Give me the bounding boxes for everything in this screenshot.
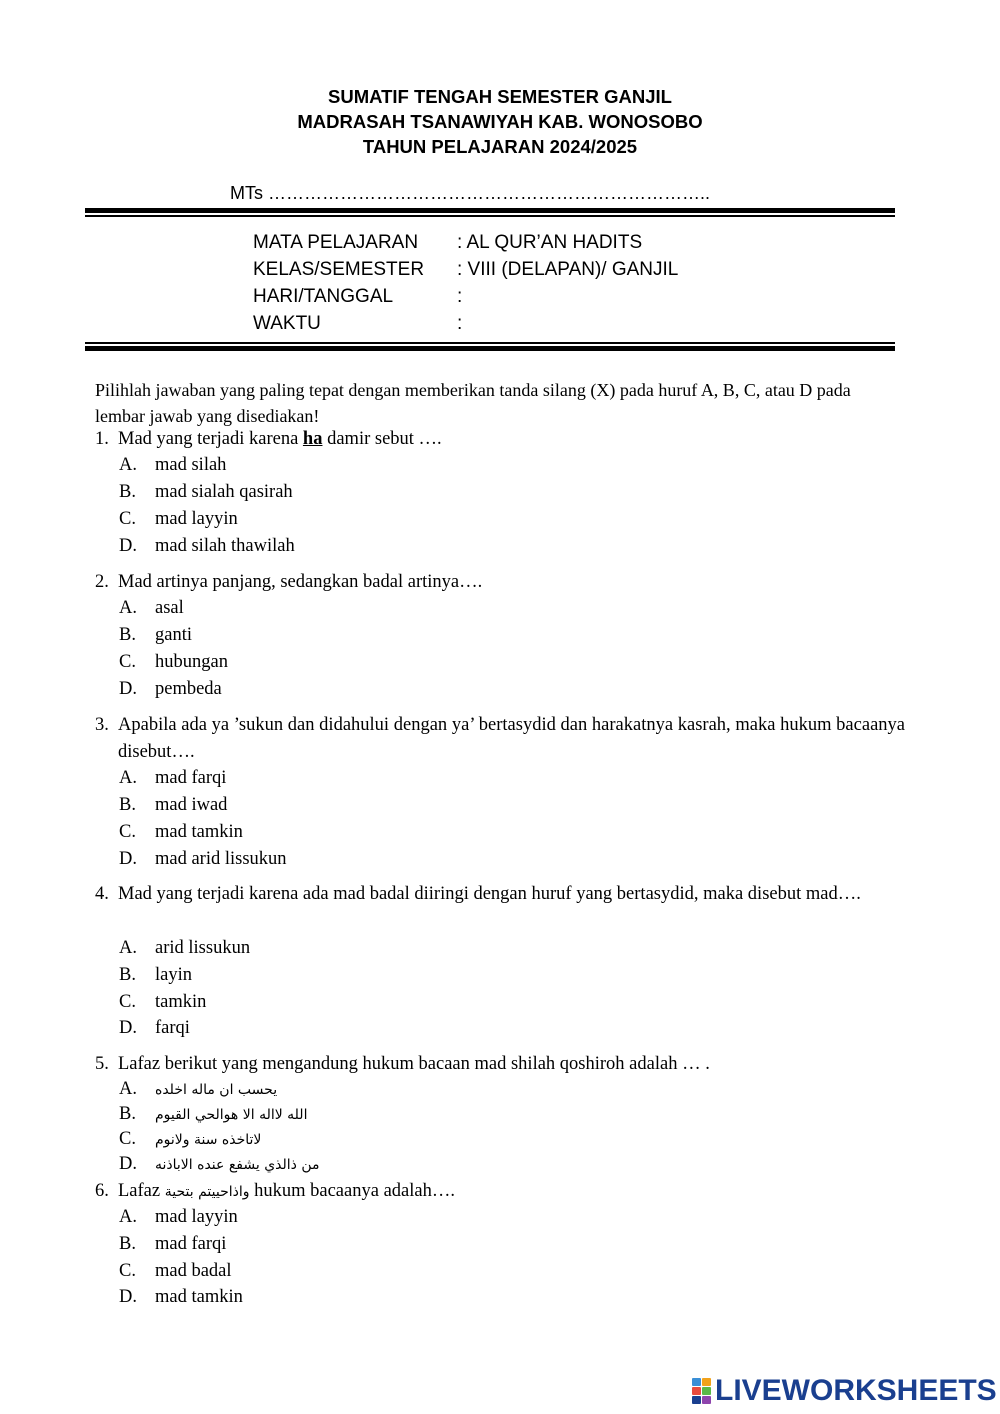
liveworksheets-logo[interactable] xyxy=(692,1374,997,1408)
question-text: Lafaz berikut yang mengandung hukum bacaan mad shilah qoshiroh adalah … . xyxy=(118,1054,710,1074)
option-1a[interactable]: A. mad silah xyxy=(119,455,227,475)
school-name-line: MTs ……………………………………………………………….. xyxy=(230,183,710,203)
logo-text: LIVEWORKSHEETS xyxy=(715,1374,997,1407)
header-divider-thin xyxy=(85,215,895,217)
option-5c[interactable]: C. لاتاخذه سنة ولانوم xyxy=(119,1129,262,1149)
option-2a[interactable]: A. asal xyxy=(119,598,184,618)
info-divider-thick xyxy=(85,346,895,351)
instruction-text: Pilihlah jawaban yang paling tepat dengan memberikan tanda silang (X) pada huruf A, B, C, atau D pada lembar jawab yang disediakan! xyxy=(95,380,851,426)
option-3c[interactable]: C. mad tamkin xyxy=(119,822,243,842)
question-text: Mad yang terjadi karena ha damir sebut …. xyxy=(118,429,442,449)
option-4a[interactable]: A. arid lissukun xyxy=(119,938,251,958)
option-3d[interactable]: D. mad arid lissukun xyxy=(119,849,287,869)
question-3 xyxy=(95,712,905,766)
question-number: 5. xyxy=(95,1054,109,1074)
question-text: Lafaz واذاحييتم بتحية hukum bacaanya adalah…. xyxy=(118,1181,455,1201)
info-divider-thin xyxy=(85,342,895,344)
option-3a[interactable]: A. mad farqi xyxy=(119,768,227,788)
option-6a[interactable]: A. mad layyin xyxy=(119,1207,238,1227)
title-line-3: TAHUN PELAJARAN 2024/2025 xyxy=(362,136,638,157)
option-4b[interactable]: B. layin xyxy=(119,965,192,985)
info-value: : xyxy=(457,313,463,334)
option-2c[interactable]: C. hubungan xyxy=(119,652,228,672)
info-key: MATA PELAJARAN xyxy=(253,232,419,253)
question-number: 4. xyxy=(95,884,109,904)
option-2b[interactable]: B. ganti xyxy=(119,625,192,645)
info-value: : xyxy=(457,286,463,307)
logo-grid-icon xyxy=(692,1378,711,1404)
option-6b[interactable]: B. mad farqi xyxy=(119,1234,227,1254)
question-2 xyxy=(95,569,905,596)
info-value: : AL QUR’AN HADITS xyxy=(457,232,643,253)
question-text: Apabila ada ya ’sukun dan didahului dengan ya’ bertasydid dan harakatnya kasrah, maka hukum bacaanya disebut…. xyxy=(118,715,905,762)
info-value: : VIII (DELAPAN)/ GANJIL xyxy=(457,259,679,280)
option-6c[interactable]: C. mad badal xyxy=(119,1261,232,1281)
option-2d[interactable]: D. pembeda xyxy=(119,679,222,699)
question-4 xyxy=(95,881,905,908)
question-number: 6. xyxy=(95,1181,109,1201)
option-6d[interactable]: D. mad tamkin xyxy=(119,1287,243,1307)
title-line-1: SUMATIF TENGAH SEMESTER GANJIL xyxy=(328,86,672,107)
question-number: 1. xyxy=(95,429,109,449)
option-1c[interactable]: C. mad layyin xyxy=(119,509,238,529)
arabic-phrase: واذاحييتم بتحية xyxy=(164,1184,250,1200)
option-1d[interactable]: D. mad silah thawilah xyxy=(119,536,295,556)
emphasis-word: ha xyxy=(302,429,323,449)
option-5d[interactable]: D. من ذالذي يشفع عنده الاباذنه xyxy=(119,1154,320,1174)
option-5a[interactable]: A. يحسب ان ماله اخلده xyxy=(119,1079,278,1099)
question-number: 2. xyxy=(95,572,109,592)
info-key: HARI/TANGGAL xyxy=(253,286,394,307)
question-text: Mad yang terjadi karena ada mad badal diiringi dengan huruf yang bertasydid, maka disebut mad…. xyxy=(118,884,861,904)
question-1 xyxy=(95,426,905,453)
option-5b[interactable]: B. الله لااله الا هوالحي القيوم xyxy=(119,1104,308,1124)
question-6 xyxy=(95,1178,905,1206)
option-4c[interactable]: C. tamkin xyxy=(119,992,207,1012)
question-text: Mad artinya panjang, sedangkan badal artinya…. xyxy=(118,572,483,592)
option-1b[interactable]: B. mad sialah qasirah xyxy=(119,482,293,502)
option-3b[interactable]: B. mad iwad xyxy=(119,795,228,815)
header-divider-thick xyxy=(85,208,895,213)
question-number: 3. xyxy=(95,715,109,735)
info-key: KELAS/SEMESTER xyxy=(253,259,425,280)
info-key: WAKTU xyxy=(253,313,321,334)
title-line-2: MADRASAH TSANAWIYAH KAB. WONOSOBO xyxy=(297,111,703,132)
option-4d[interactable]: D. farqi xyxy=(119,1018,190,1038)
question-5 xyxy=(95,1051,905,1078)
